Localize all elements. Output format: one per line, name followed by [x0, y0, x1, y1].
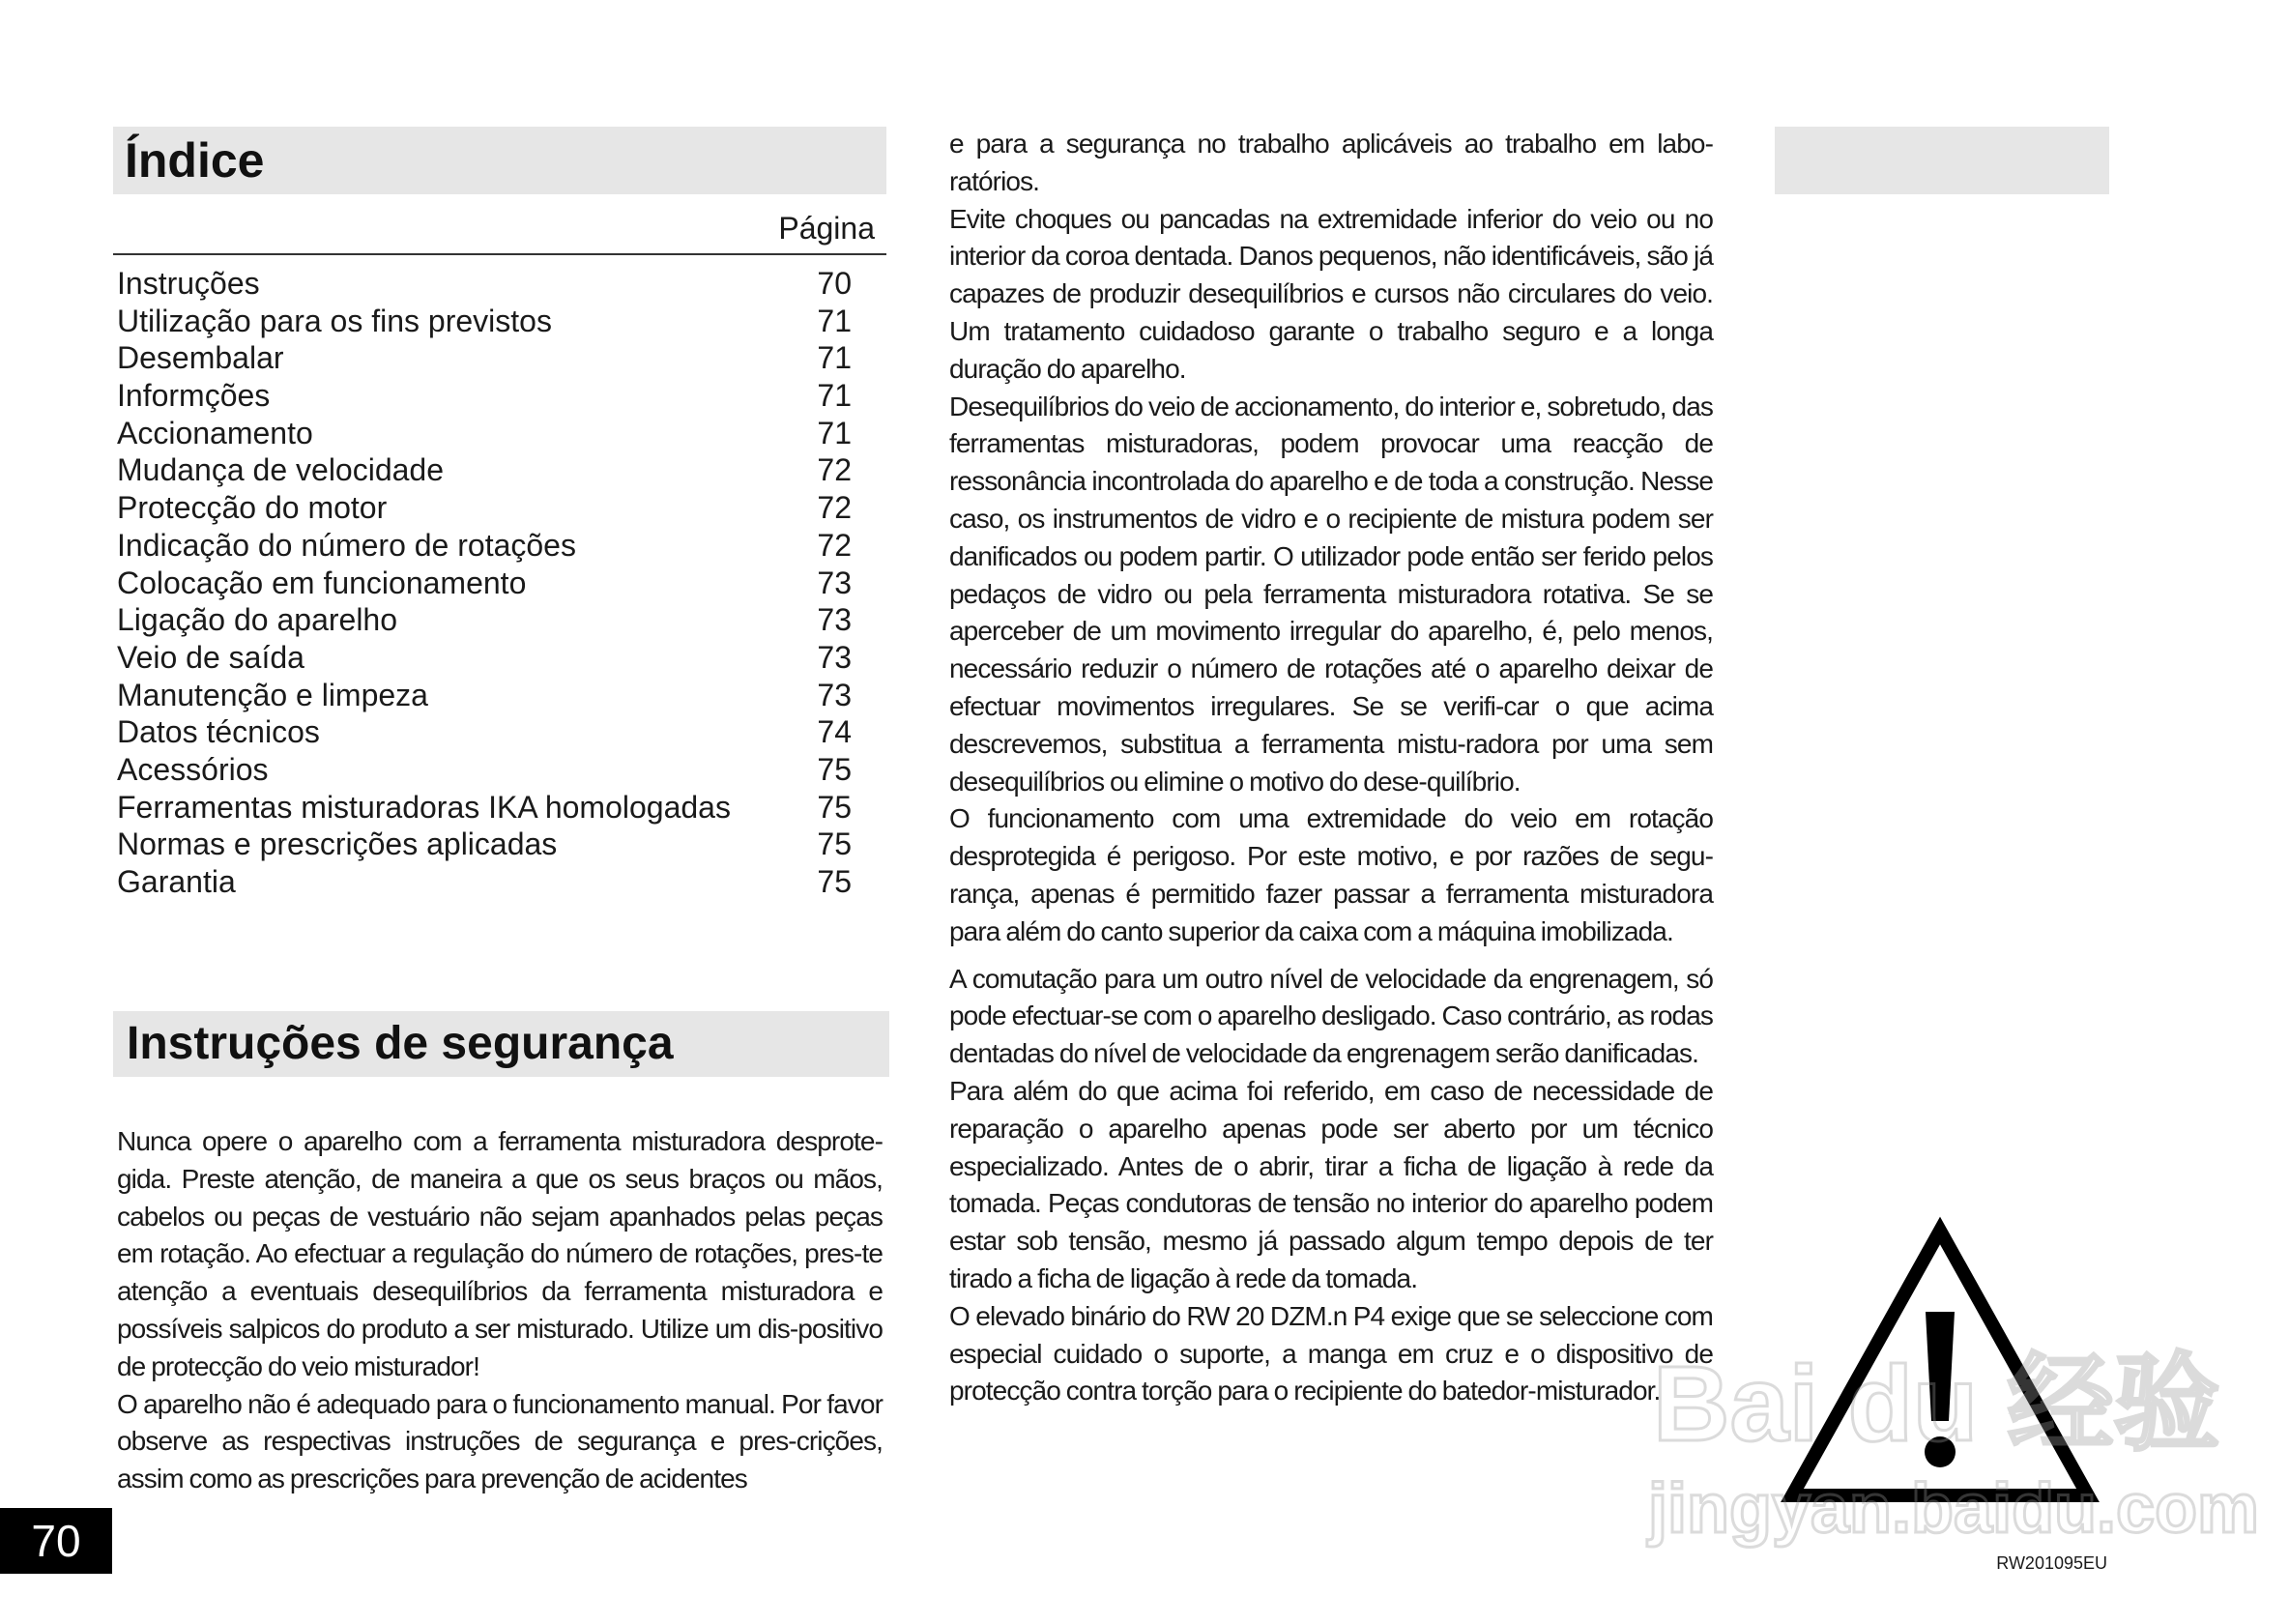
toc-entry[interactable] [117, 639, 852, 677]
toc-entry-label: Indicação do número de rotações [117, 527, 576, 563]
page-number: 70 [0, 1508, 112, 1574]
toc-entry-label: Veio de saída [117, 639, 304, 675]
safety-text-middle-column [949, 126, 1713, 1410]
toc-entry-page: 72 [817, 527, 852, 563]
safety-title: Instruções de segurança [127, 1018, 674, 1069]
toc-entry[interactable] [117, 601, 852, 639]
toc-entry-label: Instruções [117, 266, 260, 301]
toc-entry[interactable] [117, 863, 852, 901]
toc-entry[interactable] [117, 826, 852, 863]
toc-entry-page: 72 [817, 452, 852, 488]
index-heading-band [113, 127, 886, 194]
toc-entry-page: 73 [817, 639, 852, 675]
toc-entry-page: 75 [817, 751, 852, 787]
page-column-label: Página [778, 211, 875, 246]
toc-entry[interactable] [117, 527, 852, 565]
toc-entry[interactable] [117, 265, 852, 303]
safety-text-left-column [117, 1123, 883, 1498]
table-of-contents [117, 265, 852, 901]
toc-entry-page: 71 [817, 340, 852, 376]
toc-entry-page: 71 [817, 303, 852, 338]
toc-entry-label: Acessórios [117, 751, 269, 787]
paragraph: Para além do que acima foi referido, em caso de necessidade de reparação o aparelho apenas pode ser aberto por um técnico especializado. Antes de o abrir, tirar a ficha de ligação à rede da tomada. Peças condutoras de tensão no interior do aparelho podem estar sob tensão, mesmo já passado algum tempo depois de ter tirado a ficha de ligação à rede da tomada. [949, 1075, 1713, 1293]
toc-entry[interactable] [117, 713, 852, 751]
toc-entry[interactable] [117, 451, 852, 489]
toc-entry-label: Ferramentas misturadoras IKA homologadas [117, 789, 731, 825]
toc-entry-page: 75 [817, 864, 852, 899]
safety-heading-band [113, 1011, 889, 1077]
toc-entry-label: Accionamento [117, 415, 313, 450]
toc-divider [113, 253, 886, 255]
toc-entry-label: Desembalar [117, 340, 284, 376]
document-code: RW201095EU [1996, 1553, 2107, 1573]
right-column-band [1775, 127, 2109, 194]
toc-entry-label: Protecção do motor [117, 490, 388, 526]
svg-text:Bai du 经验: Bai du 经验 [1653, 1345, 2220, 1464]
paragraph: O elevado binário do RW 20 DZM.n P4 exige que se seleccione com especial cuidado o suporte, a manga em cruz e o dispositivo de protecção contra torção para o recipiente do batedor-misturador. [949, 1300, 1713, 1406]
toc-entry-label: Colocação em funcionamento [117, 565, 527, 600]
toc-entry-page: 75 [817, 826, 852, 862]
toc-entry[interactable] [117, 303, 852, 340]
toc-entry[interactable] [117, 377, 852, 415]
toc-entry[interactable] [117, 339, 852, 377]
toc-entry-page: 75 [817, 789, 852, 825]
toc-entry-page: 73 [817, 677, 852, 712]
paragraph: e para a segurança no trabalho aplicáveis ao trabalho em labo-ratórios. [949, 129, 1713, 196]
paragraph: Desequilíbrios do veio de accionamento, do interior e, sobretudo, das ferramentas misturadoras, podem provocar uma reacção de ressonância incontrolada do aparelho e de toda a construção. Nesse caso, os instrumentos de vidro e o recipiente de mistura podem ser danificados ou podem partir. O utilizador pode então ser ferido pelos pedaços de vidro ou pela ferramenta misturadora rotativa. Se se aperceber de um movimento irregular do aparelho, é, pelo menos, necessário reduzir o número de rotações até o aparelho deixar de efectuar movimentos irregulares. Se se verifi-car o que acima descrevemos, substitua a ferramenta mistu-radora por uma sem desequilíbrios ou elimine o motivo do dese-quilíbrio. [949, 391, 1713, 797]
toc-entry-page: 73 [817, 565, 852, 600]
paragraph: O aparelho não é adequado para o funcionamento manual. Por favor observe as respectivas instruções de segurança e pres-crições, assim como as prescrições para prevenção de acidentes [117, 1388, 883, 1494]
toc-entry-page: 74 [817, 714, 852, 750]
paragraph: Nunca opere o aparelho com a ferramenta misturadora desprote-gida. Preste atenção, de maneira a que os seus braços ou mãos, cabelos ou peças de vestuário não sejam apanhados pelas peças em rotação. Ao efectuar a regulação do número de rotações, pres-te atenção a eventuais desequilíbrios da ferramenta misturadora e possíveis salpicos do produto a ser misturado. Utilize um dis-positivo de protecção do veio misturador! [117, 1126, 883, 1381]
toc-entry-label: Utilização para os fins previstos [117, 303, 552, 338]
toc-entry[interactable] [117, 677, 852, 714]
toc-entry-label: Manutenção e limpeza [117, 677, 428, 712]
toc-entry[interactable] [117, 751, 852, 789]
toc-entry[interactable] [117, 489, 852, 527]
toc-entry-label: Ligação do aparelho [117, 602, 398, 638]
warning-triangle-icon [1784, 1223, 2096, 1503]
toc-entry[interactable] [117, 565, 852, 602]
paragraph: A comutação para um outro nível de velocidade da engrenagem, só pode efectuar-se com o aparelho desligado. Caso contrário, as rodas dentadas do nível de velocidade da engrenagem serão danificadas. [949, 963, 1713, 1069]
toc-entry-label: Normas e prescrições aplicadas [117, 826, 558, 862]
toc-entry-label: Garantia [117, 864, 236, 899]
toc-entry-label: Datos técnicos [117, 714, 320, 750]
toc-entry-label: Mudança de velocidade [117, 452, 445, 488]
toc-entry-page: 73 [817, 602, 852, 638]
toc-entry[interactable] [117, 789, 852, 826]
index-title: Índice [125, 133, 265, 188]
toc-entry-page: 71 [817, 415, 852, 450]
svg-text:jingyan.baidu.com: jingyan.baidu.com [1648, 1470, 2260, 1548]
toc-entry-page: 71 [817, 378, 852, 414]
toc-entry-page: 70 [817, 266, 852, 301]
toc-entry-page: 72 [817, 490, 852, 526]
toc-entry[interactable] [117, 415, 852, 452]
paragraph: O funcionamento com uma extremidade do veio em rotação desprotegida é perigoso. Por este motivo, e por razões de segu-rança, apenas é permitido fazer passar a ferramenta misturadora para além do canto superior da caixa com a máquina imobilizada. [949, 803, 1713, 946]
paragraph: Evite choques ou pancadas na extremidade inferior do veio ou no interior da coroa dentada. Danos pequenos, não identificáveis, são já capazes de produzir desequilíbrios e cursos não circulares do veio. Um tratamento cuidadoso garante o trabalho seguro e a longa duração do aparelho. [949, 203, 1713, 384]
toc-entry-label: Informções [117, 378, 271, 414]
